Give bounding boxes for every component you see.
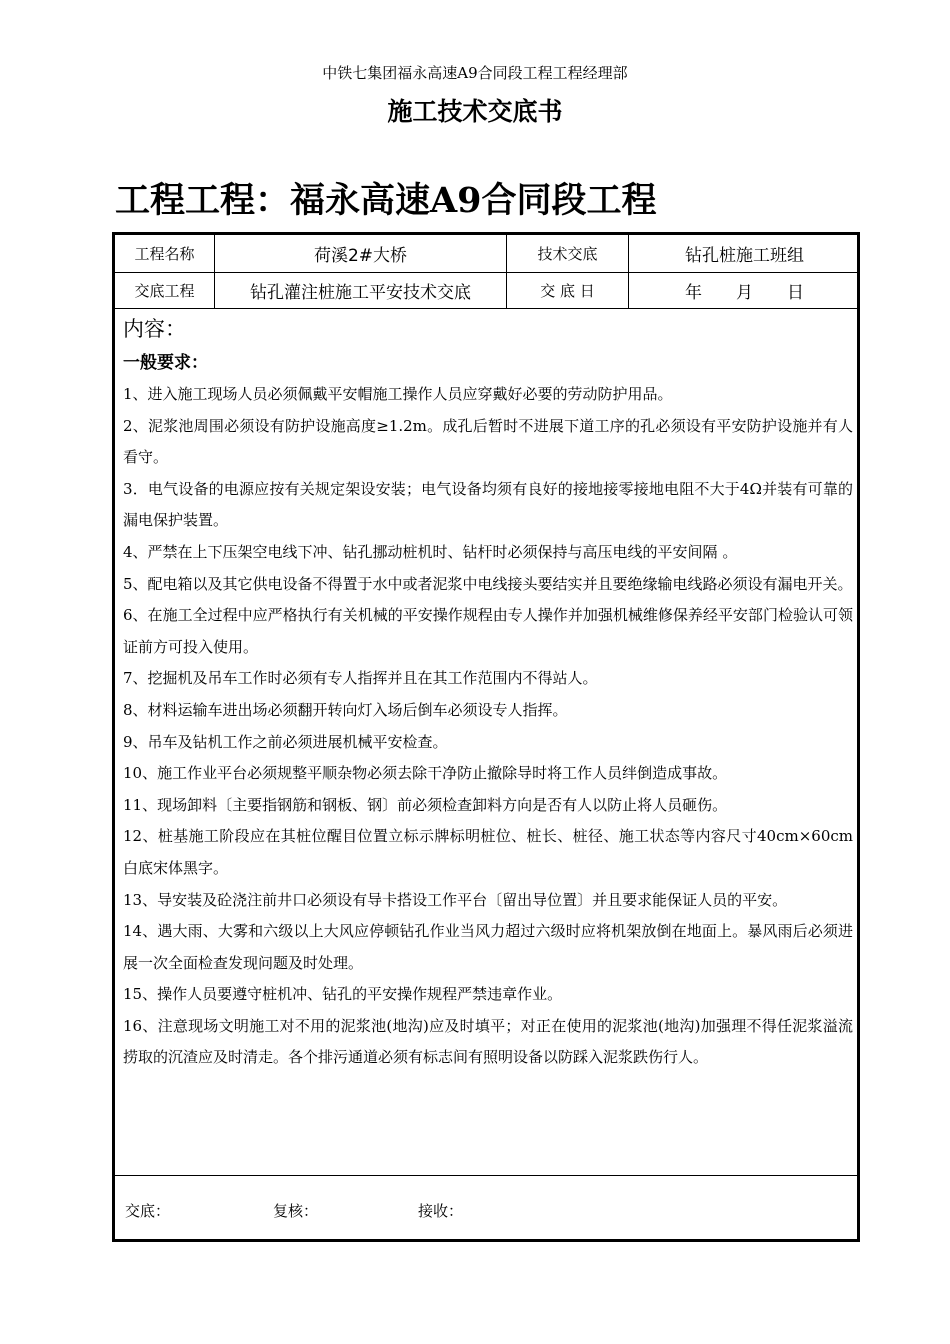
handover-signature-label: 交底： xyxy=(125,1202,171,1220)
list-item: 7、挖掘机及吊车工作时必须有专人指挥并且在其工作范围内不得站人。 xyxy=(123,669,598,688)
list-item: 8、材料运输车进出场必须翻开转向灯入场后倒车必须设专人指挥。 xyxy=(123,700,568,719)
table-row xyxy=(115,235,857,273)
project-name-label: 工程名称 xyxy=(115,235,215,272)
list-item: 4、严禁在上下压架空电线下冲、钻孔挪动桩机时、钻杆时必须保持与高压电线的平安间隔 。 xyxy=(123,542,738,561)
review-signature-label: 复核： xyxy=(273,1202,319,1220)
disclosure-label: 技术交底 xyxy=(507,235,629,272)
disclosure-item-value: 钻孔灌注桩施工平安技术交底 xyxy=(215,273,507,308)
content-section xyxy=(123,311,853,1074)
section-heading: 一般要求： xyxy=(123,353,208,373)
list-item: 13、导安装及砼浇注前井口必须设有导卡搭设工作平台〔留出导位置〕并且要求能保证人员的平安。 xyxy=(123,890,788,909)
signature-footer xyxy=(115,1175,857,1240)
organization-header: 中铁七集团福永高速A9合同段工程工程经理部 xyxy=(322,64,628,82)
disclosure-date-label: 交 底 日 xyxy=(507,273,629,308)
list-item: 5、配电箱以及其它供电设备不得置于水中或者泥浆中电线接头要结实并且要绝缘输电线路必须设有漏电开关。 xyxy=(123,574,853,593)
project-name-value: 荷溪2#大桥 xyxy=(215,235,507,272)
content-label: 内容： xyxy=(123,317,186,341)
disclosure-team-value: 钻孔桩施工班组 xyxy=(685,246,804,266)
list-item: 3．电气设备的电源应按有关规定架设安装；电气设备均须有良好的接地接零接地电阻不大于4Ω并装有可靠的漏电保护装置。 xyxy=(123,479,853,530)
list-item: 9、吊车及钻机工作之前必须进展机械平安检查。 xyxy=(123,732,448,751)
list-item: 1、进入施工现场人员必须佩戴平安帽施工操作人员应穿戴好必要的劳动防护用品。 xyxy=(123,385,673,403)
disclosure-date-value: 年 月 日 xyxy=(685,283,804,303)
document-title: 施工技术交底书 xyxy=(387,97,563,126)
list-item: 10、施工作业平台必须规整平顺杂物必须去除干净防止撤除导时将工作人员绊倒造成事故。 xyxy=(123,764,728,783)
list-item: 12、桩基施工阶段应在其桩位醒目位置立标示牌标明桩位、桩长、桩径、施工状态等内容尺寸40cm×60cm白底宋体黑字。 xyxy=(123,827,853,877)
list-item: 14、遇大雨、大雾和六级以上大风应停顿钻孔作业当风力超过六级时应将机架放倒在地面上。暴风雨后必须进展一次全面检查发现问题及时处理。 xyxy=(123,922,853,972)
project-title: 工程工程：福永高速A9合同段工程 xyxy=(115,180,657,221)
table-row xyxy=(115,273,857,309)
list-item: 16、注意现场文明施工对不用的泥浆池(地沟)应及时填平；对正在使用的泥浆池(地沟)加强理不得任泥浆溢流捞取的沉渣应及时清走。各个排污通道必须有标志间有照明设备以防踩入泥浆跌伤行人。 xyxy=(123,1016,853,1067)
list-item: 2、泥浆池周围必须设有防护设施高度≥1.2m。成孔后暂时不进展下道工序的孔必须设有平安防护设施并有人看守。 xyxy=(123,416,853,467)
list-item: 6、在施工全过程中应严格执行有关机械的平安操作规程由专人操作并加强机械维修保养经平安部门检验认可领证前方可投入使用。 xyxy=(123,606,853,656)
receive-signature-label: 接收： xyxy=(418,1202,464,1220)
disclosure-item-label: 交底工程 xyxy=(115,273,215,308)
list-item: 11、现场卸料〔主要指钢筋和钢板、钢〕前必须检查卸料方向是否有人以防止将人员砸伤。 xyxy=(123,795,728,814)
disclosure-table xyxy=(112,232,860,1242)
list-item: 15、操作人员要遵守桩机冲、钻孔的平安操作规程严禁违章作业。 xyxy=(123,985,563,1004)
